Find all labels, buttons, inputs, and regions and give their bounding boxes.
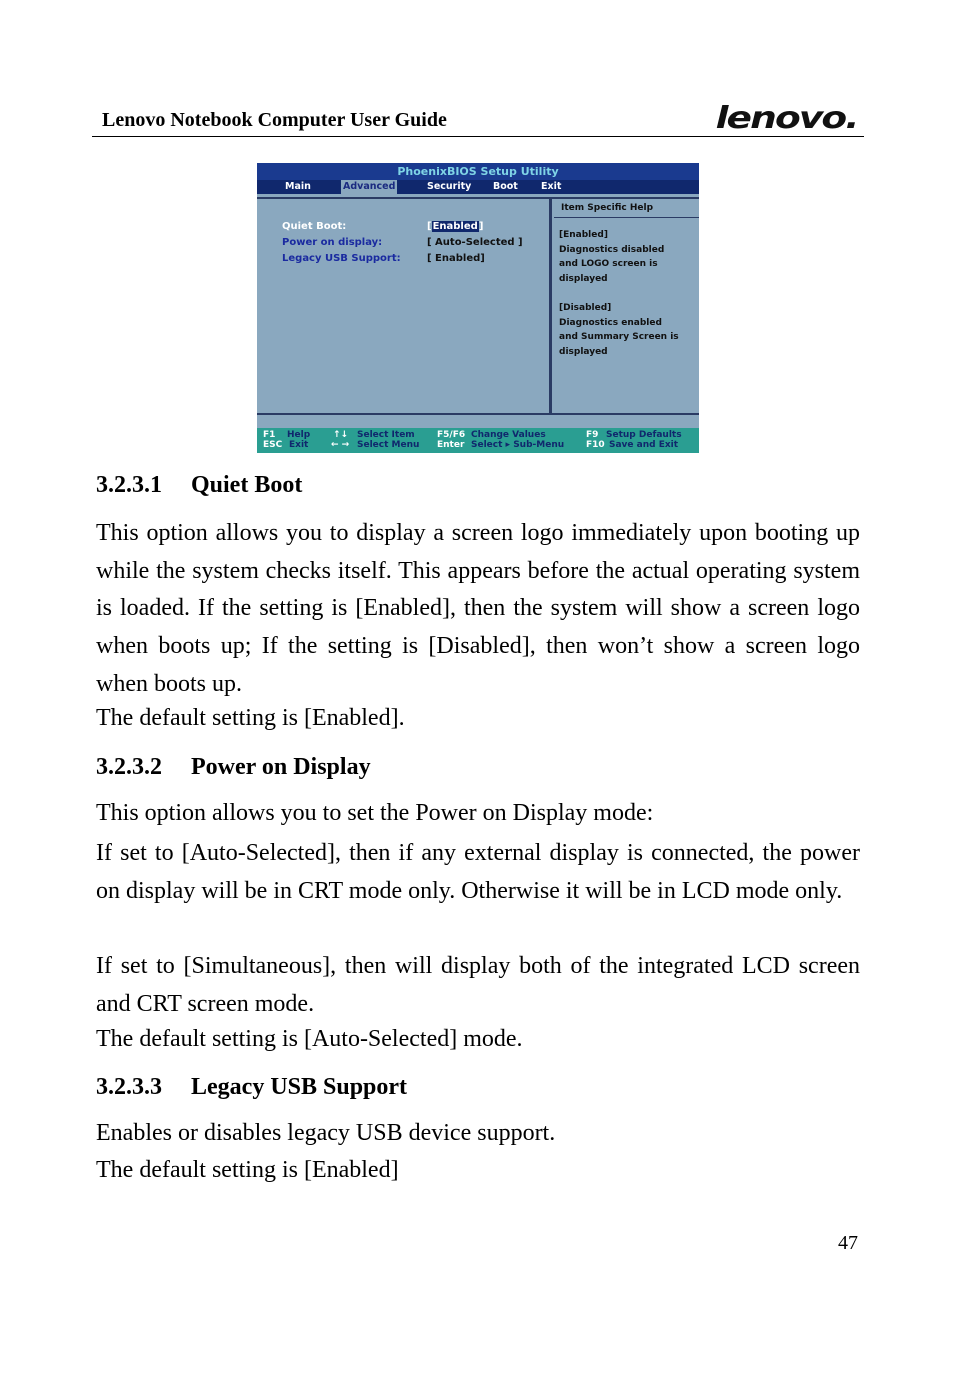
key-label: Change Values [471,430,546,440]
key-label: Help [287,430,311,440]
default-setting: The default setting is [Enabled]. [96,705,405,731]
key-esc: ESC [263,440,283,450]
bios-main-panel [257,194,699,416]
section-paragraph: This option allows you to display a screen logo immediately upon booting up while the system checks itself. This appears before the actual operating system is loaded. If the setting is [Enabled], then the system will show a screen logo when boots up; If the setting is [Disabled], then won’t show a screen logo when boots up. [96,520,860,697]
bios-menu-security: Security [427,181,472,192]
bios-help-line: displayed [559,273,608,284]
page-number: 47 [838,1232,858,1254]
section-number: 3.2.3.2 [96,754,162,780]
key-f5f6: F5/F6 [437,430,466,440]
bios-help-title: Item Specific Help [561,203,654,213]
bios-footer [257,428,699,453]
key-label: Select Menu [357,440,420,450]
key-label: Select Item [357,430,415,440]
bios-item-value: [ Auto-Selected ] [427,237,523,248]
section-title: Quiet Boot [191,472,303,498]
bios-item-label: Power on display: [282,237,383,248]
bios-screenshot [257,163,699,453]
page-header [92,100,864,137]
bios-item-value: [ Enabled] [427,253,485,264]
section-intro: This option allows you to set the Power on Display mode: [96,800,654,826]
bios-help-line: displayed [559,346,608,357]
bios-help-line: Diagnostics disabled [559,244,665,255]
section-number: 3.2.3.3 [96,1074,162,1100]
key-label: Exit [289,440,309,450]
bios-menu-main: Main [285,181,311,192]
bios-divider [257,197,699,199]
key-label: Select ▸ Sub-Menu [471,440,565,450]
bios-item-value: [Enabled] [427,221,484,232]
lenovo-logo: lenovo. [715,101,858,136]
key-label: Save and Exit [609,440,679,450]
bios-help-line: [Disabled] [559,303,612,313]
bios-divider [549,198,552,413]
section-heading [96,1074,407,1101]
section-title: Power on Display [191,754,371,780]
bios-divider [554,217,699,218]
bios-menubar [257,180,699,194]
section-number: 3.2.3.1 [96,472,162,498]
header-title: Lenovo Notebook Computer User Guide [102,109,447,131]
key-f9: F9 [586,430,599,440]
section-paragraph: If set to [Simultaneous], then will display both of the integrated LCD screen and CRT screen mode. [96,953,860,1017]
section-paragraph: If set to [Auto-Selected], then if any external display is connected, the power on display will be in CRT mode only. Otherwise it will be in LCD mode only. [96,840,860,904]
bios-item-label: Legacy USB Support: [282,253,401,264]
bios-help-line: [Enabled] [559,230,608,240]
section-line: Enables or disables legacy USB device support. [96,1120,556,1146]
bios-menu-advanced: Advanced [343,181,396,192]
bios-divider [257,413,699,415]
arrow-left-right-icon: ← → [331,440,350,450]
section-title: Legacy USB Support [191,1074,408,1100]
bios-item-label: Quiet Boot: [282,221,347,232]
default-setting: The default setting is [Enabled] [96,1157,399,1183]
key-f10: F10 [586,440,605,450]
bios-help-line: Diagnostics enabled [559,317,662,328]
section-heading [96,472,302,499]
bios-menu-boot: Boot [493,181,518,192]
bios-title: PhoenixBIOS Setup Utility [257,163,699,180]
bios-menu-exit: Exit [541,181,562,192]
bios-help-line: and Summary Screen is [559,332,679,343]
arrow-up-down-icon: ↑↓ [333,430,349,440]
section-heading [96,754,371,781]
bios-help-line: and LOGO screen is [559,259,658,270]
key-f1: F1 [263,430,276,440]
default-setting: The default setting is [Auto-Selected] mode. [96,1026,523,1052]
key-label: Setup Defaults [606,430,682,440]
key-enter: Enter [437,440,465,450]
